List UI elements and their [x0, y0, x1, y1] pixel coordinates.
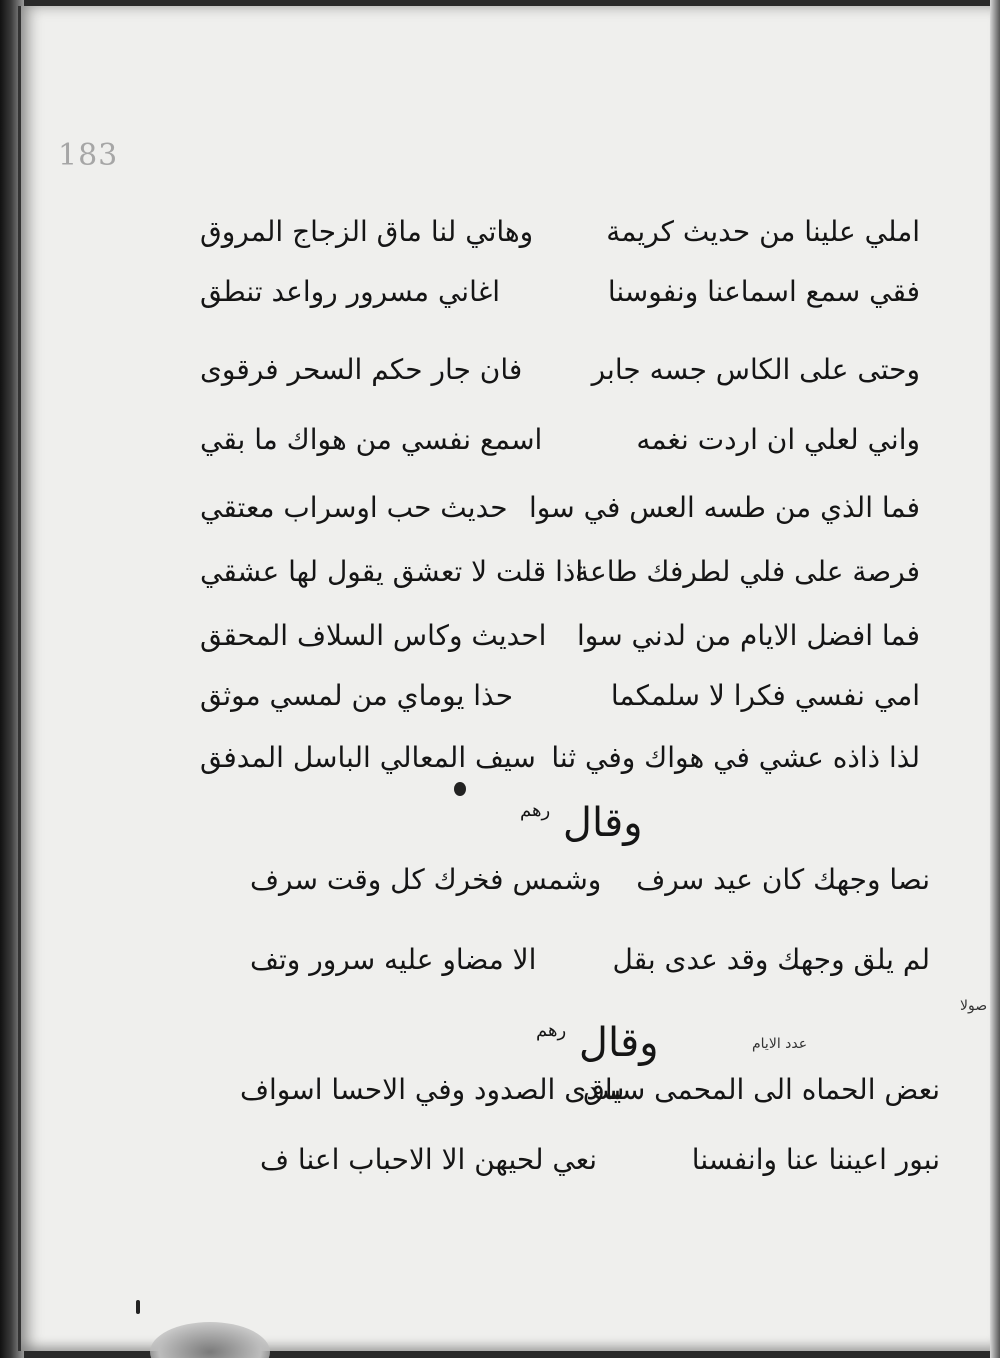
second-hemistich: فان جار حكم السحر فرقوى [200, 353, 523, 386]
interlinear-note: عدد الايام [752, 1036, 808, 1052]
verse-line [200, 350, 920, 394]
heading-small-word: رهم [536, 1020, 567, 1041]
first-hemistich: فرصة على فلي لطرفك طاعة [575, 555, 920, 588]
first-hemistich: امي نفسي فكرا لا سلمكما [610, 679, 920, 712]
verse-line [200, 212, 920, 256]
heading-word: وقال [578, 1020, 659, 1066]
second-hemistich: حديث حب اوسراب معتقي [200, 491, 508, 524]
first-hemistich: فقي سمع اسماعنا ونفوسنا [607, 275, 920, 308]
second-hemistich: احديث وكاس السلاف المحقق [200, 619, 547, 652]
first-hemistich: املي علينا من حديث كريمة [606, 215, 920, 248]
first-hemistich: فما الذي من طسه العس في سوا [529, 491, 920, 524]
verse-line [200, 488, 920, 532]
ink-blot [454, 782, 466, 796]
verse-line [200, 272, 920, 316]
section-heading [536, 1020, 659, 1066]
folio-number: 183 [58, 138, 119, 173]
heading-word: وقال [562, 800, 643, 846]
right-margin-note: صولا [960, 998, 988, 1014]
first-hemistich: لم يلق وجهك وقد عدى بقل [612, 943, 930, 976]
verse-line [250, 860, 930, 904]
first-hemistich: واني لعلي ان اردت نغمه [636, 423, 920, 456]
section-heading [520, 800, 643, 846]
second-hemistich: الا مضاو عليه سرور وتف [250, 943, 537, 976]
first-hemistich: فما افضل الايام من لدني سوا [576, 619, 920, 652]
verse-line [200, 616, 920, 660]
verse-line [240, 1070, 940, 1114]
heading-small-word: رهم [520, 800, 551, 821]
second-hemistich: سيف المعالي الباسل المدفق [200, 741, 536, 774]
second-hemistich: اغاني مسرور رواعد تنطق [200, 275, 501, 308]
first-hemistich: نبور اعيننا عنا وانفسنا [691, 1143, 940, 1176]
second-hemistich: وهاتي لنا ماق الزجاج المروق [200, 215, 534, 248]
second-hemistich: اسمع نفسي من هواك ما بقي [200, 423, 543, 456]
second-hemistich: اذا قلت لا تعشق يقول لها عشقي [200, 555, 584, 588]
verse-line [200, 420, 920, 464]
ink-mark [136, 1300, 140, 1314]
verse-line [200, 552, 920, 596]
first-hemistich: نصا وجهك كان عيد سرف [636, 863, 930, 896]
first-hemistich: لذا ذاذه عشي في هواك وفي ثنا [551, 741, 920, 774]
verse-line [200, 738, 920, 782]
next-leaf-edge [990, 0, 1000, 1358]
second-hemistich: حذا يوماي من لمسي موثق [200, 679, 514, 712]
verse-line [260, 1140, 940, 1184]
first-hemistich: نعض الحماه الى المحمى سياق [583, 1073, 940, 1106]
second-hemistich: وشمس فخرك كل وقت سرف [250, 863, 602, 896]
verse-line [250, 940, 930, 984]
second-hemistich: نعي لحيهن الا الاحباب اعنا ف [260, 1143, 598, 1176]
first-hemistich: وحتى على الكاس جسه جابر [591, 353, 920, 386]
verse-line [200, 676, 920, 720]
second-hemistich: سدى الصدود وفي الاحسا اسواف [240, 1073, 625, 1106]
